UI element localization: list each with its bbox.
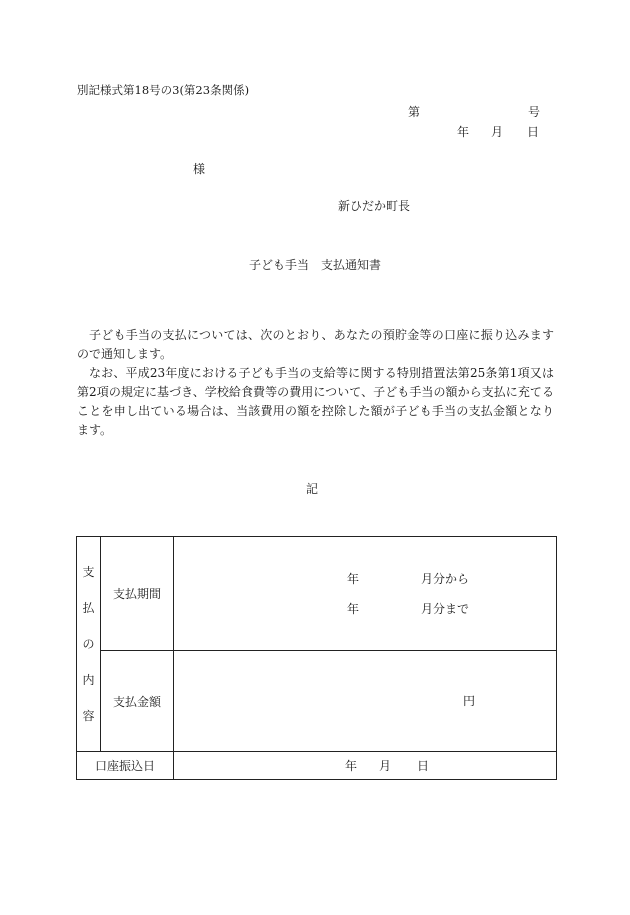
body-paragraph-1: 子ども手当の支払については、次のとおり、あなたの預貯金等の口座に振り込みますので通知します。 (77, 328, 554, 361)
body-paragraph-2: なお、平成23年度における子ども手当の支給等に関する特別措置法第25条第1項又は第2項の規定に基づき、学校給食費等の費用について、子ども手当の額から支払に充てることを申し出ている場合は、当該費用の額を控除した額が子ども手当の支払金額となります。 (77, 366, 554, 437)
transfer-date-label: 口座振込日 (77, 752, 174, 780)
payment-details-table (76, 536, 557, 780)
transfer-date-day: 日 (417, 759, 430, 773)
ki-heading: 記 (306, 482, 319, 496)
issue-date-month: 月 (491, 125, 504, 139)
period-from-month: 月分から (421, 572, 470, 586)
transfer-date-year: 年 (345, 759, 358, 773)
document-title: 子ども手当 支払通知書 (249, 258, 382, 272)
side-label-char: 容 (82, 709, 95, 723)
amount-unit: 円 (463, 694, 476, 708)
issuer-name: 新ひだか町長 (338, 199, 411, 213)
period-to-year: 年 (347, 602, 360, 616)
payment-amount-field (174, 651, 557, 752)
issue-date-day: 日 (527, 125, 540, 139)
document-number-prefix: 第 (408, 105, 421, 119)
payment-content-side-label (77, 537, 101, 752)
payment-amount-label: 支払金額 (101, 651, 174, 752)
side-label-char: 内 (82, 673, 95, 687)
side-label-char: 支 (82, 565, 95, 579)
payment-period-field (174, 537, 557, 651)
form-number: 別記様式第18号の3(第23条関係) (77, 83, 250, 97)
transfer-date-field (174, 752, 557, 780)
period-from-year: 年 (347, 572, 360, 586)
issue-date-year: 年 (457, 125, 470, 139)
side-label-char: の (82, 637, 95, 651)
addressee-honorific: 様 (193, 162, 206, 176)
payment-period-label: 支払期間 (101, 537, 174, 651)
period-to-month: 月分まで (421, 602, 470, 616)
side-label-char: 払 (82, 601, 95, 615)
document-number-suffix: 号 (528, 105, 541, 119)
transfer-date-month: 月 (379, 759, 392, 773)
notice-body (77, 326, 554, 440)
